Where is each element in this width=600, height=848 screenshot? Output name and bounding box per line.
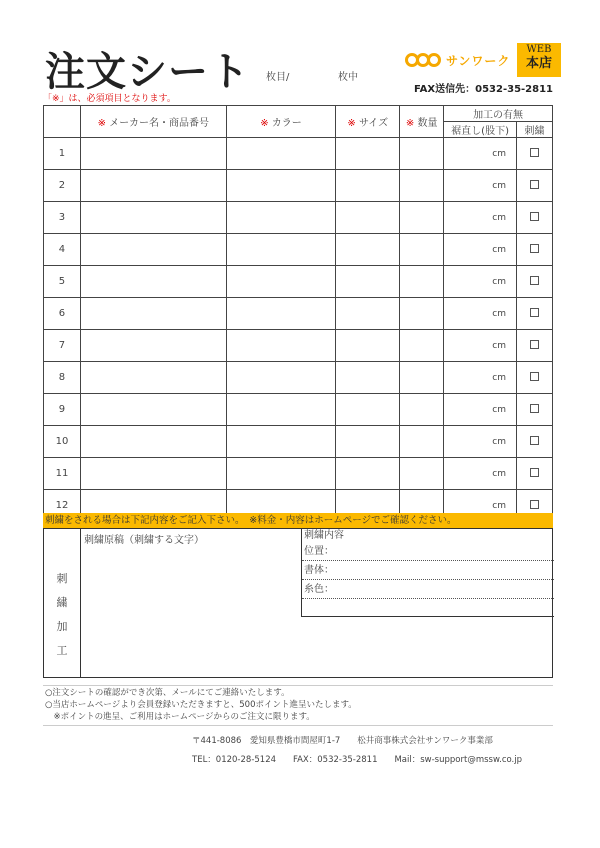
embroidery-checkbox-cell[interactable] bbox=[517, 170, 553, 202]
qty-cell[interactable] bbox=[400, 138, 444, 170]
table-row bbox=[44, 458, 553, 490]
maker-cell[interactable] bbox=[80, 298, 226, 330]
hem-cell[interactable]: cm bbox=[444, 298, 517, 330]
qty-cell[interactable] bbox=[400, 202, 444, 234]
header-qty: ※ 数量 bbox=[400, 106, 444, 138]
checkbox-icon[interactable] bbox=[530, 468, 539, 477]
qty-cell[interactable] bbox=[400, 330, 444, 362]
header-processing: 加工の有無 bbox=[444, 106, 553, 122]
checkbox-icon[interactable] bbox=[530, 308, 539, 317]
color-cell[interactable] bbox=[226, 426, 336, 458]
size-cell[interactable] bbox=[336, 202, 400, 234]
embroidery-checkbox-cell[interactable] bbox=[517, 234, 553, 266]
embroidery-checkbox-cell[interactable] bbox=[517, 394, 553, 426]
maker-cell[interactable] bbox=[80, 138, 226, 170]
embroidery-detail-box: 刺繍内容 位置： 書体： 糸色： bbox=[301, 529, 554, 617]
color-cell[interactable] bbox=[226, 330, 336, 362]
qty-cell[interactable] bbox=[400, 362, 444, 394]
color-cell[interactable] bbox=[226, 298, 336, 330]
checkbox-icon[interactable] bbox=[530, 244, 539, 253]
size-cell[interactable] bbox=[336, 138, 400, 170]
qty-cell[interactable] bbox=[400, 234, 444, 266]
embroidery-checkbox-cell[interactable] bbox=[517, 266, 553, 298]
logo-rings-icon bbox=[405, 53, 438, 67]
row-number: 12 bbox=[44, 490, 81, 522]
maker-cell[interactable] bbox=[80, 426, 226, 458]
page-title: 注文シート bbox=[45, 49, 250, 95]
row-number: 3 bbox=[44, 202, 81, 234]
embroidery-section bbox=[43, 528, 553, 678]
color-cell[interactable] bbox=[226, 170, 336, 202]
hem-cell[interactable]: cm bbox=[444, 202, 517, 234]
header-size: ※ サイズ bbox=[336, 106, 400, 138]
row-number: 7 bbox=[44, 330, 81, 362]
table-row bbox=[44, 170, 553, 202]
maker-cell[interactable] bbox=[80, 234, 226, 266]
checkbox-icon[interactable] bbox=[530, 180, 539, 189]
sunwork-logo: サンワーク bbox=[405, 49, 510, 71]
size-cell[interactable] bbox=[336, 394, 400, 426]
table-row bbox=[44, 234, 553, 266]
maker-cell[interactable] bbox=[80, 362, 226, 394]
hem-cell[interactable]: cm bbox=[444, 394, 517, 426]
maker-cell[interactable] bbox=[80, 202, 226, 234]
hem-cell[interactable]: cm bbox=[444, 266, 517, 298]
embroidery-checkbox-cell[interactable] bbox=[517, 202, 553, 234]
header-hem: 裾直し(股下) bbox=[444, 122, 517, 138]
size-cell[interactable] bbox=[336, 170, 400, 202]
qty-cell[interactable] bbox=[400, 170, 444, 202]
size-cell[interactable] bbox=[336, 426, 400, 458]
row-number: 10 bbox=[44, 426, 81, 458]
hem-cell[interactable]: cm bbox=[444, 362, 517, 394]
qty-cell[interactable] bbox=[400, 426, 444, 458]
size-cell[interactable] bbox=[336, 234, 400, 266]
footer-contact: TEL：0120-28-5124 FAX：0532-35-2811 Mail：sw-support@mssw.co.jp bbox=[192, 755, 523, 765]
hem-cell[interactable]: cm bbox=[444, 234, 517, 266]
maker-cell[interactable] bbox=[80, 394, 226, 426]
row-number: 1 bbox=[44, 138, 81, 170]
color-cell[interactable] bbox=[226, 394, 336, 426]
header-embroidery: 刺繍 bbox=[517, 122, 553, 138]
hem-cell[interactable]: cm bbox=[444, 458, 517, 490]
hem-cell[interactable]: cm bbox=[444, 426, 517, 458]
table-row bbox=[44, 298, 553, 330]
size-cell[interactable] bbox=[336, 458, 400, 490]
maker-cell[interactable] bbox=[80, 170, 226, 202]
row-number: 6 bbox=[44, 298, 81, 330]
embroidery-checkbox-cell[interactable] bbox=[517, 330, 553, 362]
table-row bbox=[44, 266, 553, 298]
hem-cell[interactable]: cm bbox=[444, 170, 517, 202]
row-number: 5 bbox=[44, 266, 81, 298]
size-cell[interactable] bbox=[336, 362, 400, 394]
footer-address: 〒441-8086 愛知県豊橋市間屋町1-7 松井商事株式会社サンワーク事業部 bbox=[192, 736, 493, 746]
fax-number: FAX送信先：0532-35-2811 bbox=[414, 84, 554, 95]
row-number: 11 bbox=[44, 458, 81, 490]
row-number: 8 bbox=[44, 362, 81, 394]
position-field[interactable]: 位置： bbox=[302, 542, 554, 561]
embroidery-checkbox-cell[interactable] bbox=[517, 138, 553, 170]
color-cell[interactable] bbox=[226, 234, 336, 266]
order-table bbox=[43, 105, 553, 522]
table-row bbox=[44, 362, 553, 394]
checkbox-icon[interactable] bbox=[530, 148, 539, 157]
hem-cell[interactable]: cm bbox=[444, 138, 517, 170]
color-cell[interactable] bbox=[226, 362, 336, 394]
row-number: 4 bbox=[44, 234, 81, 266]
checkbox-icon[interactable] bbox=[530, 436, 539, 445]
qty-cell[interactable] bbox=[400, 394, 444, 426]
notes: ○注文シートの確認ができ次第、メールにてご連絡いたします。 ○当店ホームページより会員登録いただきますと、500ポイント進呈いたします。 ※ポイントの進呈、ご利用はホームページからのご注文に限ります。 bbox=[43, 685, 553, 726]
table-row bbox=[44, 330, 553, 362]
table-row bbox=[44, 394, 553, 426]
header-number bbox=[44, 106, 81, 138]
table-row bbox=[44, 138, 553, 170]
embroidery-checkbox-cell[interactable] bbox=[517, 362, 553, 394]
checkbox-icon[interactable] bbox=[530, 340, 539, 349]
row-number: 2 bbox=[44, 170, 81, 202]
embroidery-draft-field[interactable]: 刺繍原稿（刺繍する文字） bbox=[84, 535, 204, 546]
size-cell[interactable] bbox=[336, 298, 400, 330]
qty-cell[interactable] bbox=[400, 458, 444, 490]
qty-cell[interactable] bbox=[400, 266, 444, 298]
checkbox-icon[interactable] bbox=[530, 404, 539, 413]
embroidery-checkbox-cell[interactable] bbox=[517, 298, 553, 330]
sheet-number-label: 枚目/ bbox=[266, 72, 290, 83]
checkbox-icon[interactable] bbox=[530, 276, 539, 285]
maker-cell[interactable] bbox=[80, 458, 226, 490]
font-field[interactable]: 書体： bbox=[302, 561, 554, 580]
header-color: ※ カラー bbox=[226, 106, 336, 138]
required-note: 「※」は、必須項目となります。 bbox=[43, 94, 176, 104]
maker-cell[interactable] bbox=[80, 330, 226, 362]
checkbox-icon[interactable] bbox=[530, 500, 539, 509]
web-store-badge: WEB 本店 bbox=[517, 43, 561, 77]
size-cell[interactable] bbox=[336, 330, 400, 362]
embroidery-banner: 刺繍をされる場合は下記内容をご記入下さい。 ※料金・内容はホームページでご確認ください。 bbox=[43, 513, 553, 528]
size-cell[interactable] bbox=[336, 266, 400, 298]
embroidery-checkbox-cell[interactable] bbox=[517, 426, 553, 458]
embroidery-checkbox-cell[interactable] bbox=[517, 458, 553, 490]
color-cell[interactable] bbox=[226, 266, 336, 298]
row-number: 9 bbox=[44, 394, 81, 426]
qty-cell[interactable] bbox=[400, 298, 444, 330]
thread-color-field[interactable]: 糸色： bbox=[302, 580, 554, 599]
table-row bbox=[44, 202, 553, 234]
sheet-total-label: 枚中 bbox=[338, 72, 358, 83]
embroidery-side-label: 刺 繍 加 工 bbox=[44, 529, 81, 677]
table-row bbox=[44, 426, 553, 458]
color-cell[interactable] bbox=[226, 202, 336, 234]
checkbox-icon[interactable] bbox=[530, 372, 539, 381]
header-maker: ※ メーカー名・商品番号 bbox=[80, 106, 226, 138]
color-cell[interactable] bbox=[226, 458, 336, 490]
color-cell[interactable] bbox=[226, 138, 336, 170]
hem-cell[interactable]: cm bbox=[444, 330, 517, 362]
checkbox-icon[interactable] bbox=[530, 212, 539, 221]
maker-cell[interactable] bbox=[80, 266, 226, 298]
hem-cell[interactable]: cm bbox=[444, 490, 517, 522]
